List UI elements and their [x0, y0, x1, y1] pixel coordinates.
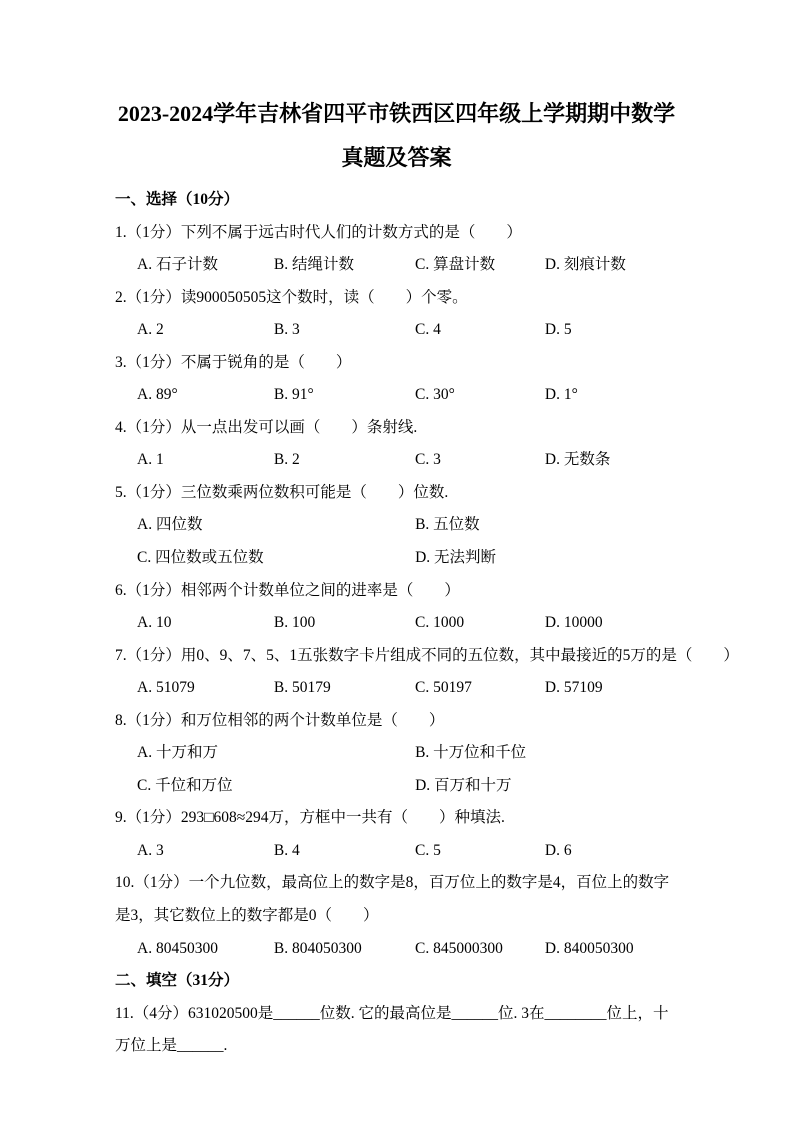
question-4-option-b: B. 2	[273, 451, 300, 469]
question-3	[115, 347, 678, 412]
question-6-stem: 6.（1分）相邻两个计数单位之间的进率是（ ）	[115, 581, 460, 599]
question-5-option-a: A. 四位数	[137, 516, 203, 534]
question-9-option-a: A. 3	[137, 841, 164, 859]
question-3-option-c: C. 30°	[415, 386, 455, 404]
question-11-stem: 11.（4分）631020500是______位数. 它的最高位是______位. 3在________位上，十万位上是______.	[115, 1004, 669, 1055]
question-5-options	[115, 509, 678, 574]
question-6	[115, 575, 678, 640]
question-9-option-b: B. 4	[273, 841, 300, 859]
question-10-option-b: B. 804050300	[273, 939, 362, 957]
question-5	[115, 477, 678, 575]
question-1-option-a: A. 石子计数	[137, 256, 218, 274]
question-4-option-c: C. 3	[415, 451, 441, 469]
question-9-stem: 9.（1分）293□608≈294万，方框中一共有（ ）种填法.	[115, 809, 505, 827]
question-3-options	[115, 379, 678, 412]
question-8-options	[115, 737, 678, 802]
question-10-stem: 10.（1分）一个九位数，最高位上的数字是8，百万位上的数字是4，百位上的数字是3，其它数位上的数字都是0（ ）	[115, 874, 670, 925]
section-heading-fill: 二、填空（31分）	[115, 972, 240, 990]
question-6-option-b: B. 100	[273, 614, 316, 632]
question-9	[115, 802, 678, 867]
question-5-stem: 5.（1分）三位数乘两位数积可能是（ ）位数.	[115, 483, 449, 501]
question-7-stem: 7.（1分）用0、9、7、5、1五张数字卡片组成不同的五位数，其中最接近的5万的是（ ）	[115, 646, 739, 664]
document-title	[115, 92, 678, 180]
question-4-option-a: A. 1	[137, 451, 164, 469]
question-8-option-a: A. 十万和万	[137, 744, 218, 762]
question-2-option-d: D. 5	[544, 321, 572, 339]
question-10	[115, 867, 678, 965]
question-1-options	[115, 249, 678, 282]
question-9-options	[115, 835, 678, 868]
question-6-option-c: C. 1000	[415, 614, 465, 632]
question-4	[115, 412, 678, 477]
question-4-option-d: D. 无数条	[544, 451, 611, 469]
question-2-options	[115, 314, 678, 347]
question-5-option-c: C. 四位数或五位数	[137, 549, 264, 567]
question-8	[115, 705, 678, 803]
question-4-options	[115, 444, 678, 477]
section-heading-choice: 一、选择（10分）	[115, 191, 240, 208]
question-7	[115, 640, 739, 705]
question-10-options	[115, 933, 678, 966]
question-6-options	[115, 607, 678, 640]
question-2-option-c: C. 4	[415, 321, 441, 339]
question-7-option-b: B. 50179	[273, 679, 331, 697]
question-7-option-a: A. 51079	[137, 679, 195, 697]
question-3-stem: 3.（1分）不属于锐角的是（ ）	[115, 353, 352, 371]
question-2	[115, 282, 678, 347]
question-1-option-d: D. 刻痕计数	[544, 256, 626, 274]
question-5-option-d: D. 无法判断	[415, 549, 497, 567]
question-3-option-a: A. 89°	[137, 386, 178, 404]
question-7-options	[115, 672, 678, 705]
question-3-option-d: D. 1°	[544, 386, 578, 404]
title-line-1: 2023-2024学年吉林省四平市铁西区四年级上学期期中数学	[117, 101, 676, 126]
question-7-option-c: C. 50197	[415, 679, 472, 697]
title-line-2: 真题及答案	[341, 145, 452, 170]
question-6-option-a: A. 10	[137, 614, 172, 632]
question-2-option-b: B. 3	[273, 321, 300, 339]
question-8-option-c: C. 千位和万位	[137, 776, 233, 794]
question-1-option-b: B. 结绳计数	[273, 256, 354, 274]
question-9-option-c: C. 5	[415, 841, 441, 859]
question-4-stem: 4.（1分）从一点出发可以画（ ）条射线.	[115, 418, 418, 436]
question-6-option-d: D. 10000	[544, 614, 603, 632]
question-10-option-d: D. 840050300	[544, 939, 634, 957]
question-1-option-c: C. 算盘计数	[415, 256, 496, 274]
question-10-option-c: C. 845000300	[415, 939, 503, 957]
question-10-option-a: A. 80450300	[137, 939, 218, 957]
question-1	[115, 217, 678, 282]
question-2-option-a: A. 2	[137, 321, 164, 339]
question-2-stem: 2.（1分）读900050505这个数时，读（ ）个零。	[115, 288, 468, 306]
question-7-option-d: D. 57109	[544, 679, 603, 697]
question-3-option-b: B. 91°	[273, 386, 314, 404]
question-8-option-d: D. 百万和十万	[415, 776, 512, 794]
question-8-option-b: B. 十万位和千位	[415, 744, 527, 762]
question-9-option-d: D. 6	[544, 841, 572, 859]
question-8-stem: 8.（1分）和万位相邻的两个计数单位是（ ）	[115, 711, 445, 729]
question-5-option-b: B. 五位数	[415, 516, 480, 534]
question-11	[115, 998, 678, 1063]
question-1-stem: 1.（1分）下列不属于远古时代人们的计数方式的是（ ）	[115, 223, 522, 241]
